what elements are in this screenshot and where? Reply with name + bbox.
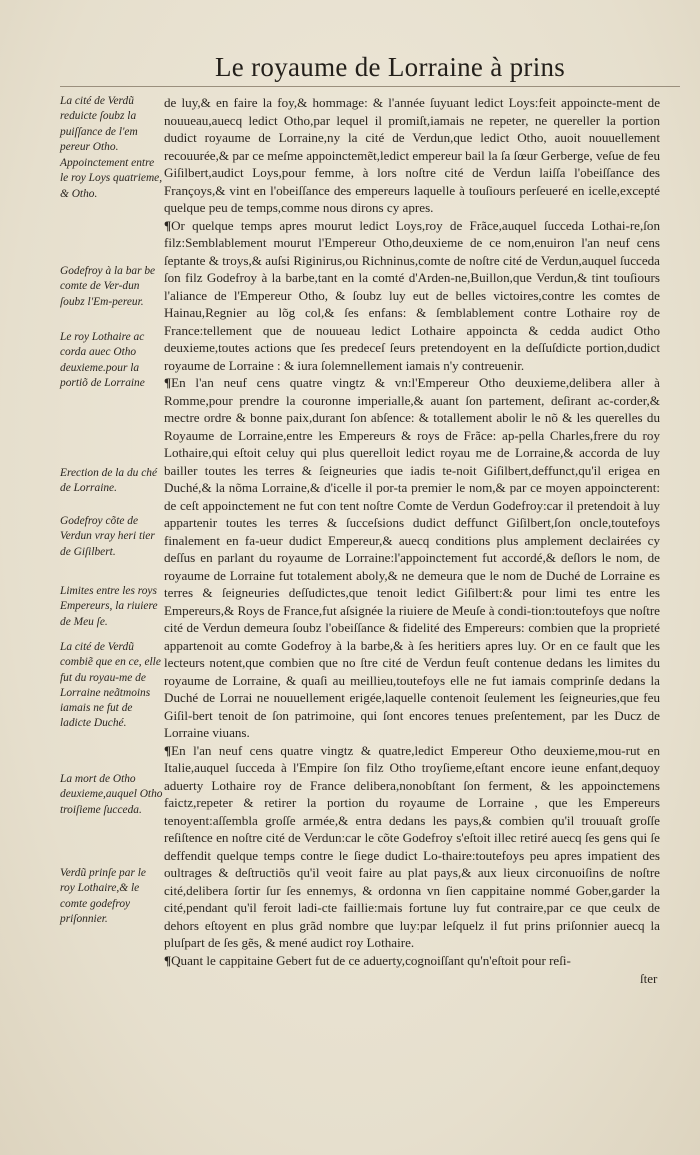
paragraph [164,94,660,217]
paragraph [164,217,660,375]
margin-note: Godefroy à la bar be comte de Ver-dun ſoubz l'Em-pereur. [60,265,156,308]
paragraph-text: En l'an neuf cens quatre vingtz & vn:l'Empereur Otho deuxieme,delibera aller à Romme,pour prendre la couronne imperialle,& auant ſon partement, deſirant ac-corder,& mectre ordre & bonne paix,durant ſon abſence: & totallement abolir le nõ & les querelles du Royaume de Lorraine,entre les Empereurs & roys de Frãce: ap-pella Charles,frere du roy Lothaire,qui eſtoit celuy qui plus querelloit ledict royau me de Lorraine,& accorda de luy bailler toutes les terres & ſeigneuries que iadis te-noit Giſilbert,deffunct,qu'il erigea en Duché,& la nõma Lorraine,& d'icelle il por-ta premier le nom,& par ce moyen appoincterent: de ceſt appoinctement ne fut con tent noſtre Comte de Verdun Godefroy:car il pretendoit à luy appartenir toutes les terres & ſucceſsions dudict deffunct Giſilbert,ſon oncle,toutefoys finalement en fa-ueur dudict Empereur,& auecq conditions plus amplement declairées cy deſſus en parlant du royaume de Lorraine:l'appoinctement fut accordé,& deſlors le nom, de royaume de Lorraine fut totalement aboly,& ne demeura que le nom de Duché de Lorraine es terres & ſeigneuries deſſudictes,que tenoit ledict Giſilbert:& pour limi tes entre les Empereurs,& Roys de France,fut aſsignée la riuiere de Meuſe à condi-tion:toutefoys que noſtre cité de Verdun demeura ſoubz l'obeiſſance & fidelité des Empereurs: combien que la proprieté appartenoit au comte Godefroy à la barbe,& à ſes heritiers apres luy. Or en ce fault que les lecteurs notent,que combien que no ſtre cité de Verdun feuſt contenue dedans les limites du royaume de Lorraine, & quaſi au meillieu,toutefoys elle ne fut iamais comprinſe dedans la Duché de Lorrai ne nouuellement erigée,laquelle contenoit ſeulement les ſeigneuries,que feu Giſil-bert tenoit de ſon patrimoine, qui ſont encores tenues preſentement, par les Ducz de Lorraine viuans. [164,375,660,740]
pilcrow-icon: ¶ [164,742,172,758]
running-head: Le royaume de Lorraine à prins [215,52,566,82]
margin-note: Le roy Lothaire ac corda auec Otho deuxieme.pour la portiõ de Lorraine [60,331,145,389]
margin-note: Limites entre les roys Empereurs, la riuiere de Meu ſe. [60,585,158,628]
paragraph-text: Quant le cappitaine Gebert fut de ce aduerty,cognoiſſant qu'n'eſtoit pour reſi- [171,952,571,968]
pilcrow-icon: ¶ [164,952,172,968]
margin-note: La cité de Verdũ combiẽ que en ce, elle fut du royau-me de Lorraine neãtmoins iamais ne fut de ladicte Duché. [60,641,161,730]
pilcrow-icon: ¶ [164,217,172,233]
header-rule [60,86,680,87]
paragraph-text: de luy,& en faire la foy,& hommage: & l'année ſuyuant ledict Loys:feit appoincte-ment de nouueau,auecq ledict Otho,par lequel il promiſt,iamais ne repeter, ne quereller la portion dudict royaume de Lorraine,ny la cité de Verdun,que ledict Otho, auoit nouuellement recouurée,& par ce meſme appoinctemẽt,ledict empereur bail la ſa ſœur Gerberge, veſue de feu Giſilbert,audict Loys,pour femme, à lors noſtre cité de Verdun laiſſa l'obeiſſance des Françoys,& vint en l'obeiſſance des empereurs laquelle à touſiours perſeueré en icelle,excepté quelque peu de temps,comme nous dirons cy apres. [164,95,660,215]
paragraph [164,742,660,952]
paragraph-text: En l'an neuf cens quatre vingtz & quatre,ledict Empereur Otho deuxieme,mou-rut en Italie,auquel ſucceda à l'Empire ſon filz Otho troyſieme,eſtant encore ieune enfant,dequoy aduerty Lothaire roy de France delibera,nonobſtant ſon ferment, & les appoinctemens faictz,repeter & retirer la portion du royaume de Lorraine , que les Empereurs tenoyent:aſſembla groſſe armée,& entra dedans les pays,& combien qu'il trouuaſt groſſe reſiſtence en noſtre cité de Verdun:car le cõte Godefroy s'eſtoit illec retiré auecq ſes gens qui ſe deffendit quelque temps contre le ſiege dudict Lo-thaire:toutefoys peu apres impatient des oultrages & deſtructiõs qu'il veoit faire au plat pays,& aux lieux circonuoiſins de noſtre cité,delibera ſortir ſur ſes ennemys, & ordonna vn ſien cappitaine nommé Gober,garder la cité,pendant qu'il feroit ladi-cte faillie:mais fortune luy fut contraire,par ce que ceulx de dehors eſtoyent en plus grãd nombre que luy:par leſquelz il fut prins priſonnier auecq la pluſpart de ſes gẽs, & mené audict roy Lothaire. [164,742,660,950]
pilcrow-icon: ¶ [164,375,172,390]
margin-note: La cité de Verdũ reduicte ſoubz la puiſſance de l'em pereur Otho. [60,95,138,153]
margin-note: Verdũ prinſe par le roy Lothaire,& le comte godefroy priſonnier. [60,867,146,925]
margin-note: Appoinctement entre le roy Loys quatrieme, & Otho. [60,157,163,200]
margin-note: Godefroy cõte de Verdun vray heri tier de Giſilbert. [60,515,155,558]
catchword: ſter [640,971,658,986]
margin-note: Erection de la du ché de Lorraine. [60,467,157,495]
margin-note: La mort de Otho deuxieme,auquel Otho troiſieme ſucceda. [60,773,163,816]
paragraph-text: Or quelque temps apres mourut ledict Loys,roy de Frãce,auquel ſucceda Lothai-re,ſon filz:Semblablement mourut l'Empereur Otho,deuxieme de ce nom,enuiron l'an neuf cens ſeptante & troys,& auſsi Riginirus,ou Richninus,comte de noſtre cité de Verdun,auquel ſucceda ſon filz Godefroy à la barbe,tant en la comté d'Arden-ne,Buillon,que Verdun,& tint touſiours l'aliance de l'Empereur Otho, & ſoubz luy eut de belles victoires,contre les comtes de Hainau,Regnier au lõg col,& ſes enfans: & ſemblablement contre Lothaire roy de France:tellement que de nouueau ledict Lothaire appoincta & cedda audict Otho deuxieme,toutes actions que ſes predeceſ ſeurs pretendoyent en la deſſuſdicte portion,dudict royaume de Lorraine : & iura ſolemnellement iamais n'y contreuenir. [164,217,660,373]
body-text [164,94,660,969]
paragraph [164,952,660,970]
paragraph [164,374,660,742]
